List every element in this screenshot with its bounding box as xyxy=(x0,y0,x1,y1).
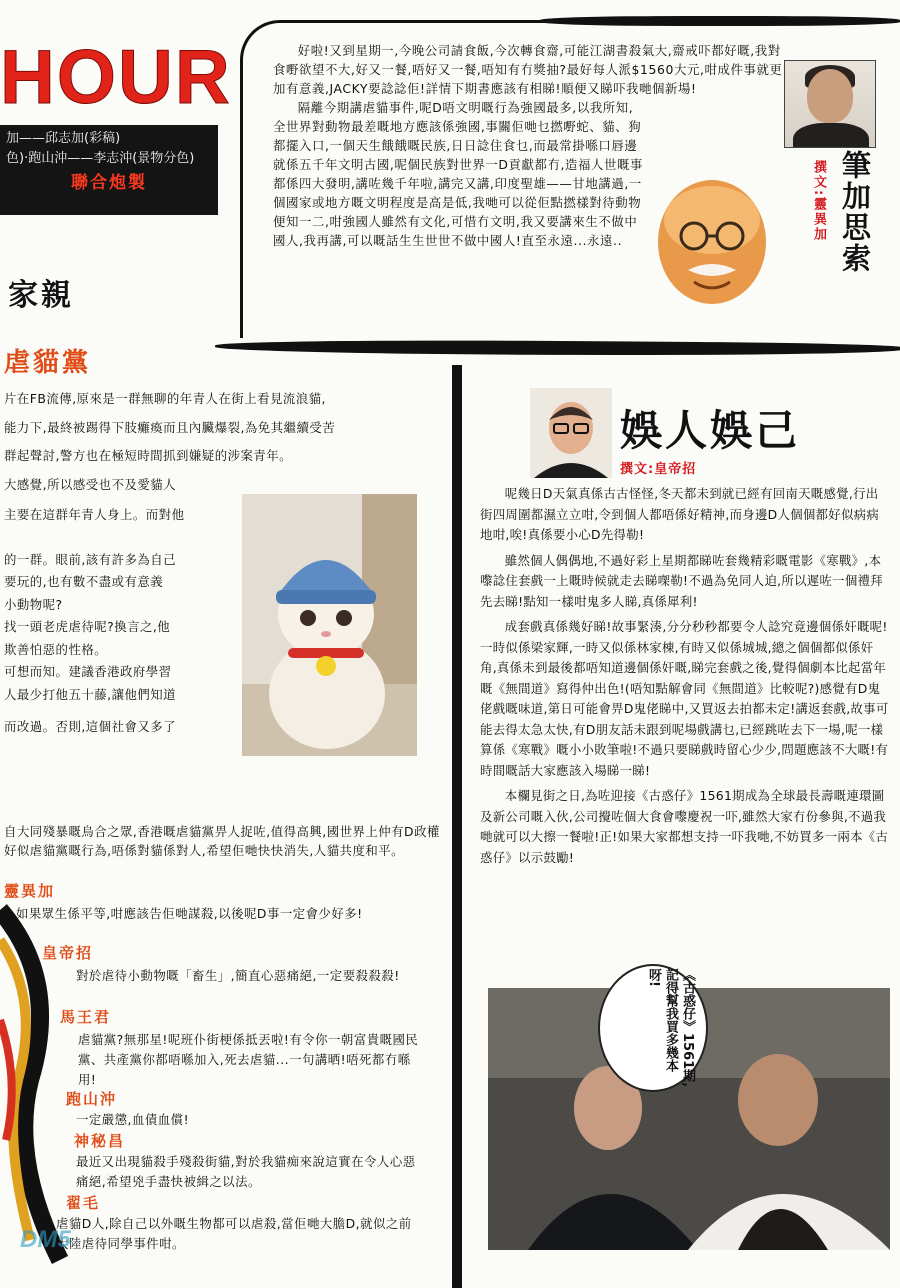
left-article-closing: 自大同殘暴嘅烏合之眾,香港嘅虐貓黨畀人捉咗,值得高興,國世界上仲有D政權好似虐貓黨嘅行為,唔係對貓係對人,希望佢哋快快消失,人貓共度和平。 xyxy=(4,824,440,858)
opinion-name-1: 靈異加 xyxy=(4,882,56,900)
left-paragraph: 要玩的,也有數不盡或有意義 xyxy=(4,574,164,589)
left-paragraph: 小動物呢? xyxy=(4,596,63,612)
left-paragraph: 欺善怕惡的性格。 xyxy=(4,641,108,657)
left-paragraph: 而改過。否則,這個社會又多了 xyxy=(4,719,177,734)
speech-bubble-text: 《古惑仔》1561期,記得幫我買多幾本呀! xyxy=(646,968,695,1088)
opinion-name-2: 皇帝招 xyxy=(42,944,94,962)
opinion-name-3: 馬王君 xyxy=(60,1008,112,1026)
column-title: 筆加思索 xyxy=(838,150,872,274)
column-title-right: 娛人娛己 xyxy=(620,406,801,455)
opinion-name-5: 神秘昌 xyxy=(74,1132,126,1150)
right-paragraph: 雖然個人偶偶地,不過好彩上星期都睇咗套幾精彩嘅電影《寒戰》,本嚟諗住套戲一上嘅時候就走去睇㗎勒!不過為免同人迫,所以遲咗一個禮拜先去睇!點知一樣咁鬼多人睇,真係犀利! xyxy=(480,552,883,609)
credit-tag: 聯合炮製 xyxy=(71,173,147,193)
credit-line-2: 色)‧跑山沖——李志沖(景物分色) xyxy=(6,151,195,166)
left-paragraph: 片在FB流傳,原來是一群無聊的年青人在街上看見流浪貓, xyxy=(4,391,326,406)
columnist-byline: 撰文:靈異加 xyxy=(811,160,826,243)
brush-stroke-bottom xyxy=(215,339,900,358)
columnist-photo-ling-yi-ka xyxy=(784,60,876,148)
top-article-paragraph-2: 隔離今期講虐貓事件,呢D唔文明嘅行為強國最多,以我所知,全世界對動物最差嘅地方應該係強國,事關佢哋乜撚嘢蛇、貓、狗都擺入口,一個天生餓餓嘅民族,日日諗住食乜,而最常掛喺口唇邊就係五千年文明古國,呢個民族對世界一D貢獻都冇,造福人世嘅事都係四大發明,講咗幾千年啦,講完又講,印度聖雄——甘地講過,一個國家或地方嘅文明程度是高是低,我哋可以從佢點撚樣對待動物便知一二,咁強國人雖然有文化,可惜冇文明,我又要講來生不做中國人,我再講,可以嘅話生生世世不做中國人!直至永遠...永遠.. xyxy=(273,100,643,248)
left-paragraph: 能力下,最終被踢得下肢癱瘓而且內臟爆裂,為免其繼續受苦 xyxy=(4,419,336,435)
opinion-text-1: 如果眾生係平等,咁應該告佢哋謀殺,以後呢D事一定會少好多! xyxy=(16,906,363,921)
column-divider xyxy=(452,365,462,1288)
right-paragraph: 本欄見街之日,為咗迎接《古惑仔》1561期成為全球最長壽嘅連環圖及新公司嘅入伙,公司攪咗個大食會嚟慶祝一吓,雖然大家冇份參與,不過我哋就可以大擦一餐啦!正!如果大家都想支持一吓我哋,不妨買多一兩本《古惑仔》以示鼓勵! xyxy=(480,788,889,865)
left-paragraph: 的一群。眼前,該有許多為自己 xyxy=(4,551,177,567)
right-paragraph: 呢幾日D天氣真係古古怪怪,冬天都未到就已經有回南天嘅感覺,行出街四周圍都濕立立咁,令到個人都唔係好精神,而身邊D人個個都好似病病地咁,唉!真係要小心D先得勒! xyxy=(480,486,880,542)
left-paragraph: 找一頭老虎虐待呢?換言之,他 xyxy=(4,619,171,634)
site-watermark: DM5 xyxy=(20,1226,71,1253)
opinions-section xyxy=(4,878,450,1278)
opinion-name-6: 翟毛 xyxy=(66,1194,101,1212)
left-paragraph: 人最少打他五十藤,讓他們知道 xyxy=(4,686,177,702)
top-article-paragraph-1: 好啦!又到星期一,今晚公司請食飯,今次轉食齋,可能江湖書殺氣大,齋戒吓都好嘅,我對食嘢欲望不大,好又一餐,唔好又一餐,唔知有冇獎抽?最好每人派$1560大元,咁成件事就更加有意義,JACKY要諗諗佢!詳情下期書應該有相睇!順便又睇吓我哋個新場! xyxy=(273,43,783,96)
opinion-text-5: 最近又出現貓殺手殘殺街貓,對於我貓痴來說這實在令人心惡痛絕,希望兇手盡快被緝之以法。 xyxy=(76,1154,416,1189)
hour-logo: HOUR xyxy=(0,35,232,120)
right-article-body xyxy=(480,484,890,954)
left-paragraph: 可想而知。建議香港政府學習 xyxy=(4,664,172,679)
opinion-text-3: 虐貓黨?無那星!呢班仆街梗係抵丟啦!有令你一朝富貴嘅國民黨、共產黨你都唔喺加入,死去虐貓...一句講晒!唔死都冇喺用! xyxy=(78,1032,419,1087)
columnist-photo-wong-tai-chiu xyxy=(530,388,612,478)
gandhi-illustration xyxy=(630,170,790,320)
left-subheading: 虐貓黨 xyxy=(4,348,92,378)
credit-line-1: 加——邱志加(彩稿) xyxy=(6,131,121,146)
credit-box xyxy=(0,125,218,215)
left-heading: 家親 xyxy=(8,278,74,313)
right-paragraph: 成套戲真係幾好睇!故事緊湊,分分秒秒都要令人諗究竟邊個係奸嘅呢!一時似係梁家輝,一時又似係林家棟,有時又似係城城,總之個個都似係奸角,真係未到最後都唔知道邊個係奸嘅,睇完套戲之後,覺得個劇本比起當年嘅《無間道》寫得仲出色!(唔知點解會同《無間道》比較呢?)感覺有D鬼佬戲嘅味道,第日可能會畀D鬼佬睇中,又買返去拍都未定!講返套戲,故事可能去得太急太快,有D朋友話未跟到呢場戲講乜,已經跳咗去下一場,呢一樣算係《寒戰》嘅小小敗筆啦!不過只要睇戲時留心少少,問題應該不大嘅!有時間嘅話大家應該入場睇一睇! xyxy=(480,619,889,778)
left-paragraph: 群起聲討,警方也在極短時間抓到嫌疑的涉案青年。 xyxy=(4,448,293,463)
columnist-byline-right: 撰文:皇帝招 xyxy=(620,462,697,477)
opinion-text-6: 虐貓D人,除自己以外嘅生物都可以虐殺,當佢哋大膽D,就似之前大陸虐待同學事件咁。 xyxy=(56,1216,412,1251)
opinion-name-4: 跑山沖 xyxy=(66,1090,118,1108)
opinion-text-2: 對於虐待小動物嘅「畜生」,簡直心惡痛絕,一定要殺殺殺! xyxy=(76,968,400,983)
left-paragraph: 大感覺,所以感受也不及愛貓人 xyxy=(4,476,177,492)
left-paragraph: 主要在這群年青人身上。而對他 xyxy=(4,507,185,522)
cat-photo xyxy=(242,494,417,756)
opinion-text-4: 一定嚴懲,血債血償! xyxy=(76,1112,190,1127)
